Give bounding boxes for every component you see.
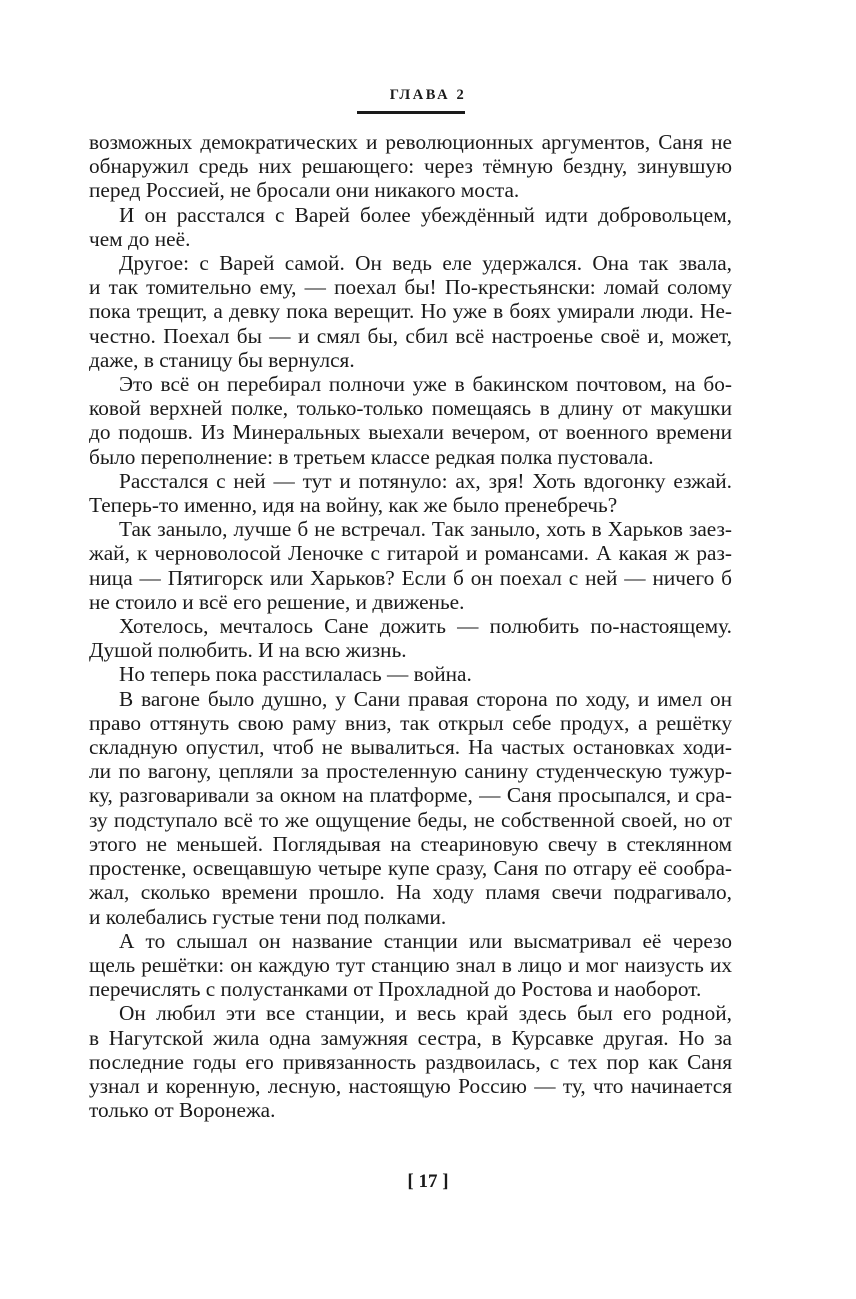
text-line: А то слышал он название станции или высматривал её черезо xyxy=(119,928,732,953)
paragraph xyxy=(89,469,732,517)
text-line: последние годы его привязанность раздвоилась, с тех пор как Саня xyxy=(89,1049,732,1074)
paragraph xyxy=(89,687,732,929)
paragraph xyxy=(89,1001,732,1122)
text-line: Душой полюбить. И на всю жизнь. xyxy=(89,638,407,663)
text-line: ковой верхней полке, только-только помещаясь в длину от макушки xyxy=(89,396,732,421)
text-line: Хотелось, мечталось Сане дожить — полюбить по-настоящему. xyxy=(119,614,732,639)
text-line: и колебались густые тени под полками. xyxy=(89,904,447,929)
text-line: пока трещит, а девку пока верещит. Но уже в боях умирали люди. Не- xyxy=(89,299,732,324)
text-line: Другое: с Варей самой. Он ведь еле удержался. Она так звала, xyxy=(119,251,732,276)
text-line: честно. Поехал бы — и смял бы, сбил всё настроенье своё и, может, xyxy=(89,323,732,348)
text-line: Теперь-то именно, идя на войну, как же было пренебречь? xyxy=(89,493,618,518)
paragraph xyxy=(89,130,732,203)
text-line: ли по вагону, цепляли за простеленную санину студенческую тужур- xyxy=(89,759,732,784)
paragraph xyxy=(89,203,732,251)
text-line: зу подступало всё то же ощущение беды, не собственной своей, но от xyxy=(89,807,732,832)
paragraph xyxy=(89,614,732,662)
text-line: перед Россией, не бросали они никакого моста. xyxy=(89,178,520,203)
text-line: до подошв. Из Минеральных выехали вечером, от военного времени xyxy=(89,420,732,445)
text-line: И он расстался с Варей более убеждённый идти добровольцем, xyxy=(119,202,732,227)
text-line: складную опустил, чтоб не вывалиться. На частых остановках ходи- xyxy=(89,735,732,760)
text-line: и так томительно ему, — поехал бы! По-крестьянски: ломай солому xyxy=(89,275,732,300)
chapter-running-head: ГЛАВА 2 xyxy=(389,87,467,103)
text-line: право оттянуть свою раму вниз, так открыл себе продух, а решётку xyxy=(89,710,732,735)
text-line: возможных демократических и революционных аргументов, Саня не xyxy=(89,130,732,154)
text-line: перечислять с полустанками от Прохладной до Ростова и наоборот. xyxy=(89,977,702,1002)
text-line: ку, разговаривали за окном на платформе, — Саня просыпался, и сра- xyxy=(89,783,732,808)
text-line: Он любил эти все станции, и весь край здесь был его родной, xyxy=(119,1001,732,1026)
text-line: жай, к черноволосой Леночке с гитарой и романсами. А какая ж раз- xyxy=(89,541,732,566)
text-line: в Нагутской жила одна замужняя сестра, в Курсавке другая. Но за xyxy=(89,1025,732,1050)
text-line: не стоило и всё его решение, и движенье. xyxy=(89,589,465,614)
text-line: даже, в станицу бы вернулся. xyxy=(89,347,355,372)
paragraph xyxy=(89,251,732,372)
text-line: В вагоне было душно, у Сани правая сторона по ходу, и имел он xyxy=(119,686,732,711)
paragraph xyxy=(89,662,732,686)
text-line: ница — Пятигорск или Харьков? Если б он поехал с ней — ничего б xyxy=(89,565,732,590)
text-line: простенке, освещавшую четыре купе сразу, Саня по отгару её сообра- xyxy=(89,856,732,881)
text-line: жал, сколько времени прошло. На ходу пламя свечи подрагивало, xyxy=(89,880,732,905)
paragraph xyxy=(89,929,732,1002)
text-line: только от Воронежа. xyxy=(89,1098,276,1123)
header-rule xyxy=(357,111,465,114)
body-text xyxy=(89,130,732,1122)
text-line: этого не меньшей. Поглядывая на стеариновую свечу в стеклянном xyxy=(89,831,732,856)
paragraph xyxy=(89,372,732,469)
text-line: Но теперь пока расстилалась — война. xyxy=(119,662,472,687)
page-number: [ 17 ] xyxy=(407,1171,449,1192)
text-line: узнал и коренную, лесную, настоящую Россию — ту, что начинается xyxy=(89,1073,732,1098)
text-line: Расстался с ней — тут и потянуло: ах, зря! Хоть вдогонку езжай. xyxy=(119,468,732,493)
text-line: обнаружил средь них решающего: через тёмную бездну, зинувшую xyxy=(89,154,732,179)
text-line: щель решётки: он каждую тут станцию знал в лицо и мог наизусть их xyxy=(89,952,732,977)
text-line: Это всё он перебирал полночи уже в бакинском почтовом, на бо- xyxy=(119,372,732,397)
text-line: чем до неё. xyxy=(89,226,191,251)
text-line: Так заныло, лучше б не встречал. Так заныло, хоть в Харьков заез- xyxy=(119,517,732,542)
paragraph xyxy=(89,517,732,614)
text-line: было переполнение: в третьем классе редкая полка пустовала. xyxy=(89,444,654,469)
